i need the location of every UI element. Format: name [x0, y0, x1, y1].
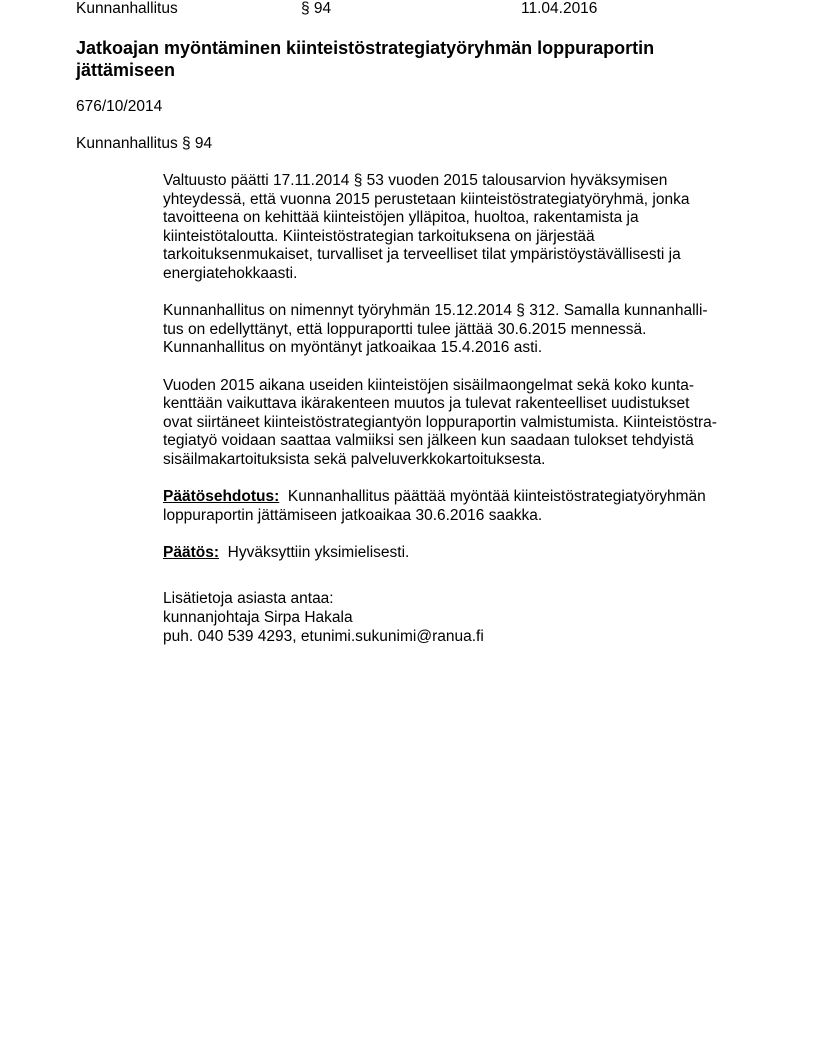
text-line: yhteydessä, että vuonna 2015 perustetaan kiinteistöstrategiatyöryhmä, jonka: [163, 190, 690, 208]
section-reference: Kunnanhallitus § 94: [76, 135, 213, 152]
document-body: [163, 172, 743, 646]
decision: [163, 544, 743, 563]
decision-proposal: [163, 488, 743, 525]
text-line: kenttään vaikuttava ikärakenteen muutos ja tulevat rakenteelliset uudistukset: [163, 395, 690, 413]
text-line: tarkoituksenmukaiset, turvalliset ja terveelliset tilat ympäristöystävällisesti ja: [163, 246, 681, 264]
text-line: sisäilmakartoituksista sekä palveluverkkokartoituksesta.: [163, 450, 546, 468]
text-line: ovat siirtäneet kiinteistöstrategiantyön loppuraportin valmistumista. Kiinteistöstra-: [163, 413, 717, 431]
contact-details: puh. 040 539 4293, etunimi.sukunimi@ranua.fi: [163, 627, 484, 645]
decision-label: Päätös:: [163, 543, 219, 561]
proposal-text-line: Kunnanhallitus päättää myöntää kiinteistöstrategiatyöryhmän: [287, 488, 706, 506]
paragraph-background: [163, 172, 743, 284]
paragraph-working-group: [163, 302, 743, 358]
contact-intro: Lisätietoja asiasta antaa:: [163, 590, 334, 608]
decision-text: Hyväksyttiin yksimielisesti.: [227, 543, 410, 561]
text-line: Kunnanhallitus on nimennyt työryhmän 15.12.2014 § 312. Samalla kunnanhalli-: [163, 302, 708, 320]
text-line: energiatehokkaasti.: [163, 264, 298, 282]
text-line: tavoitteena on kehittää kiinteistöjen ylläpitoa, huoltoa, rakentamista ja: [163, 209, 639, 227]
case-number: 676/10/2014: [76, 98, 163, 115]
proposal-text-line: loppuraportin jättämiseen jatkoaikaa 30.6.2016 saakka.: [163, 506, 543, 524]
page-header: [76, 0, 776, 19]
text-line: Kunnanhallitus on myöntänyt jatkoaikaa 15.4.2016 asti.: [163, 339, 543, 357]
contact-info: [163, 590, 743, 646]
contact-person: kunnanjohtaja Sirpa Hakala: [163, 609, 353, 627]
header-body-name: Kunnanhallitus: [76, 0, 178, 17]
header-date: 11.04.2016: [521, 0, 598, 17]
proposal-label: Päätösehdotus:: [163, 488, 280, 506]
text-line: tus on edellyttänyt, että loppuraportti tulee jättää 30.6.2015 mennessä.: [163, 320, 647, 338]
document-title: Jatkoajan myöntäminen kiinteistöstrategiatyöryhmän loppuraportin jättämiseen: [76, 38, 655, 80]
text-line: Vuoden 2015 aikana useiden kiinteistöjen sisäilmaongelmat sekä koko kunta-: [163, 376, 695, 394]
text-line: tegiatyö voidaan saattaa valmiiksi sen jälkeen kun saadaan tulokset tehdyistä: [163, 432, 694, 450]
paragraph-delay-reasons: [163, 377, 743, 470]
header-section-number: § 94: [301, 0, 332, 17]
text-line: kiinteistötaloutta. Kiinteistöstrategian tarkoituksena on järjestää: [163, 227, 595, 245]
text-line: Valtuusto päätti 17.11.2014 § 53 vuoden 2015 talousarvion hyväksymisen: [163, 172, 668, 189]
